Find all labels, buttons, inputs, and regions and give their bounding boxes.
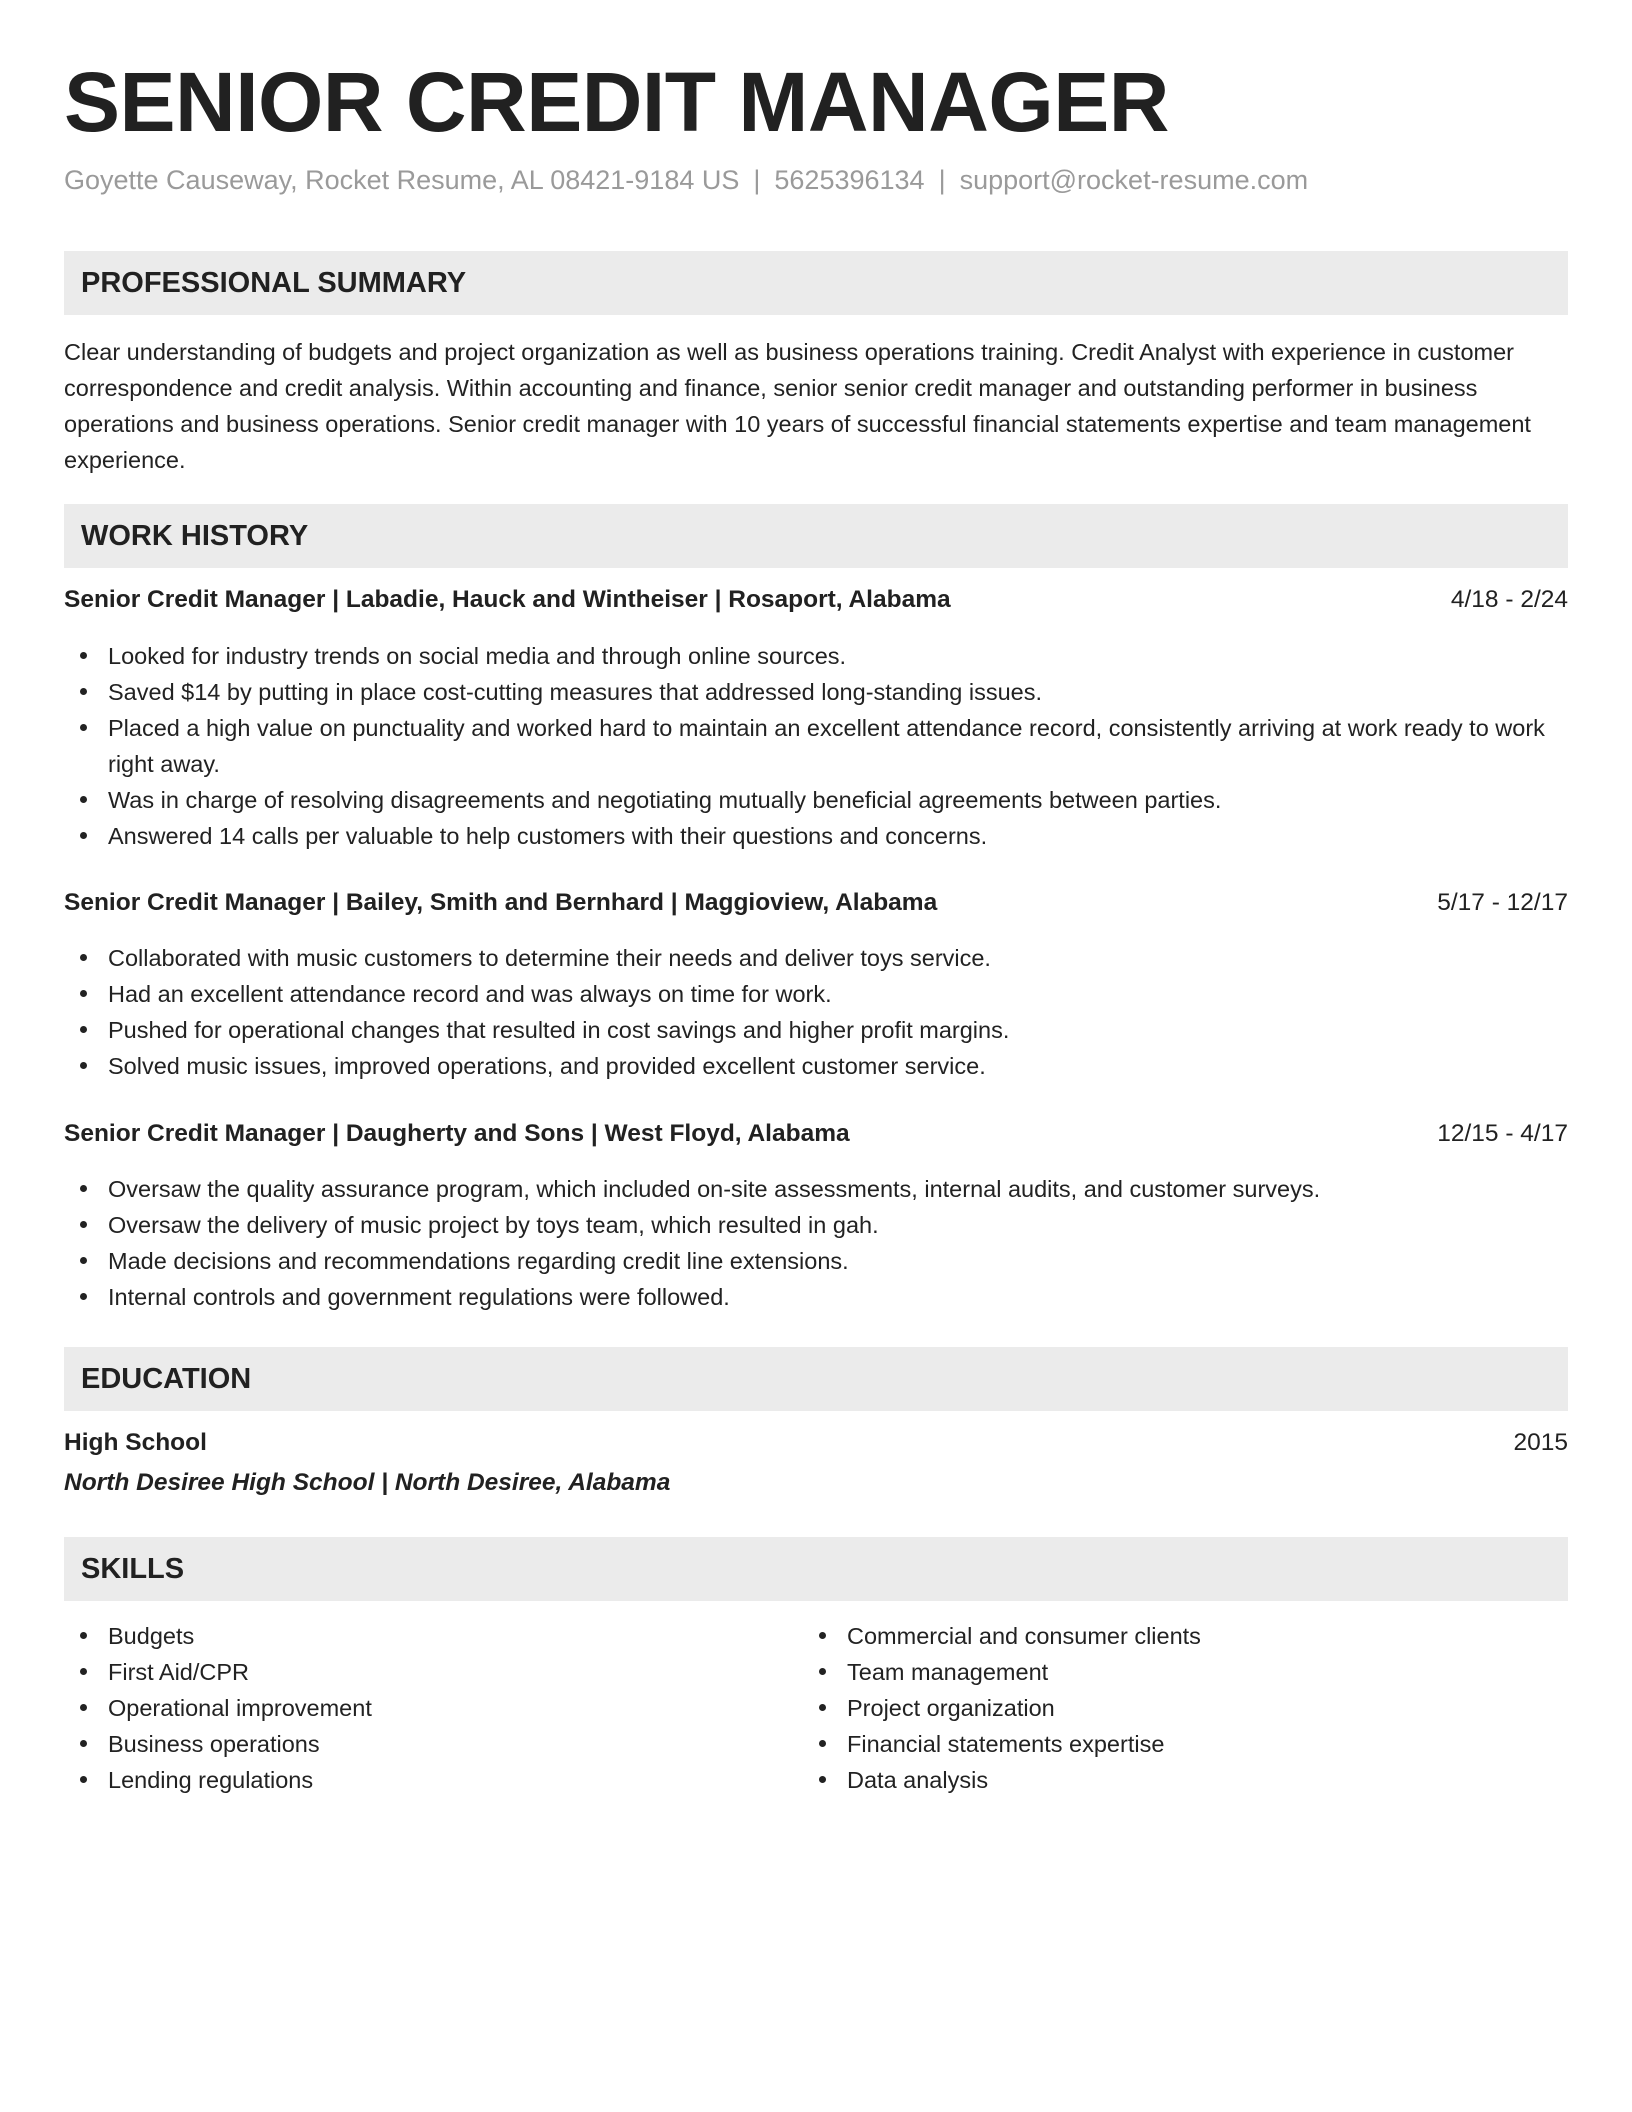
skills-list-right	[803, 1618, 1545, 1798]
contact-separator: |	[938, 165, 946, 195]
job-title-row	[64, 889, 1568, 917]
list-item: Had an excellent attendance record and was always on time for work.	[64, 976, 1568, 1012]
list-item: Commercial and consumer clients	[803, 1618, 1545, 1654]
list-item: Placed a high value on punctuality and worked hard to maintain an excellent attendance record, consistently arriving at work ready to work right away.	[64, 710, 1568, 782]
education-row	[64, 1429, 1568, 1457]
list-item: Financial statements expertise	[803, 1726, 1545, 1762]
education-school: North Desiree High School | North Desiree, Alabama	[64, 1469, 671, 1496]
list-item: Looked for industry trends on social media and through online sources.	[64, 638, 1568, 674]
job-bullets	[64, 638, 1568, 854]
email: support@rocket-resume.com	[959, 165, 1309, 195]
section-header-education: EDUCATION	[64, 1347, 1568, 1411]
job-bullets	[64, 940, 1568, 1084]
job-title: Senior Credit Manager | Labadie, Hauck and Wintheiser | Rosaport, Alabama	[64, 586, 951, 613]
list-item: Pushed for operational changes that resulted in cost savings and higher profit margins.	[64, 1012, 1568, 1048]
summary-text: Clear understanding of budgets and project organization as well as business operations training. Credit Analyst with experience in customer correspondence and credit analysis. Within accounting and finance, senior senior credit manager and outstanding performer in business operations and business operations. Senior credit manager with 10 years of successful financial statements expertise and team management experience.	[64, 339, 1531, 473]
education-degree: High School	[64, 1429, 207, 1456]
job-title: Senior Credit Manager | Bailey, Smith and Bernhard | Maggioview, Alabama	[64, 889, 938, 916]
job-title: Senior Credit Manager | Daugherty and Sons | West Floyd, Alabama	[64, 1120, 850, 1147]
education-year: 2015	[1513, 1429, 1568, 1456]
list-item: Oversaw the delivery of music project by toys team, which resulted in gah.	[64, 1207, 1568, 1243]
resume-title: SENIOR CREDIT MANAGER	[64, 55, 1169, 149]
list-item: Team management	[803, 1654, 1545, 1690]
list-item: Solved music issues, improved operations, and provided excellent customer service.	[64, 1048, 1568, 1084]
list-item: Lending regulations	[64, 1762, 806, 1798]
list-item: Collaborated with music customers to determine their needs and deliver toys service.	[64, 940, 1568, 976]
list-item: Operational improvement	[64, 1690, 806, 1726]
job-title-row	[64, 1120, 1568, 1148]
address: Goyette Causeway, Rocket Resume, AL 08421-9184 US	[64, 165, 740, 195]
job-dates: 12/15 - 4/17	[1437, 1120, 1568, 1147]
list-item: Saved $14 by putting in place cost-cutting measures that addressed long-standing issues.	[64, 674, 1568, 710]
phone: 5625396134	[774, 165, 925, 195]
list-item: Data analysis	[803, 1762, 1545, 1798]
list-item: Business operations	[64, 1726, 806, 1762]
list-item: Made decisions and recommendations regarding credit line extensions.	[64, 1243, 1568, 1279]
list-item: Budgets	[64, 1618, 806, 1654]
job-bullets	[64, 1171, 1568, 1315]
skills-list-left	[64, 1618, 806, 1798]
job-title-row	[64, 586, 1568, 614]
list-item: Oversaw the quality assurance program, which included on-site assessments, internal audits, and customer surveys.	[64, 1171, 1568, 1207]
list-item: Internal controls and government regulations were followed.	[64, 1279, 1568, 1315]
job-dates: 5/17 - 12/17	[1437, 889, 1568, 916]
list-item: Answered 14 calls per valuable to help customers with their questions and concerns.	[64, 818, 1568, 854]
job-dates: 4/18 - 2/24	[1450, 586, 1568, 613]
section-header-summary: PROFESSIONAL SUMMARY	[64, 251, 1568, 315]
list-item: First Aid/CPR	[64, 1654, 806, 1690]
list-item: Project organization	[803, 1690, 1545, 1726]
section-header-work-history: WORK HISTORY	[64, 504, 1568, 568]
contact-separator: |	[753, 165, 761, 195]
section-header-skills: SKILLS	[64, 1537, 1568, 1601]
contact-line	[64, 165, 1308, 196]
list-item: Was in charge of resolving disagreements and negotiating mutually beneficial agreements between parties.	[64, 782, 1568, 818]
